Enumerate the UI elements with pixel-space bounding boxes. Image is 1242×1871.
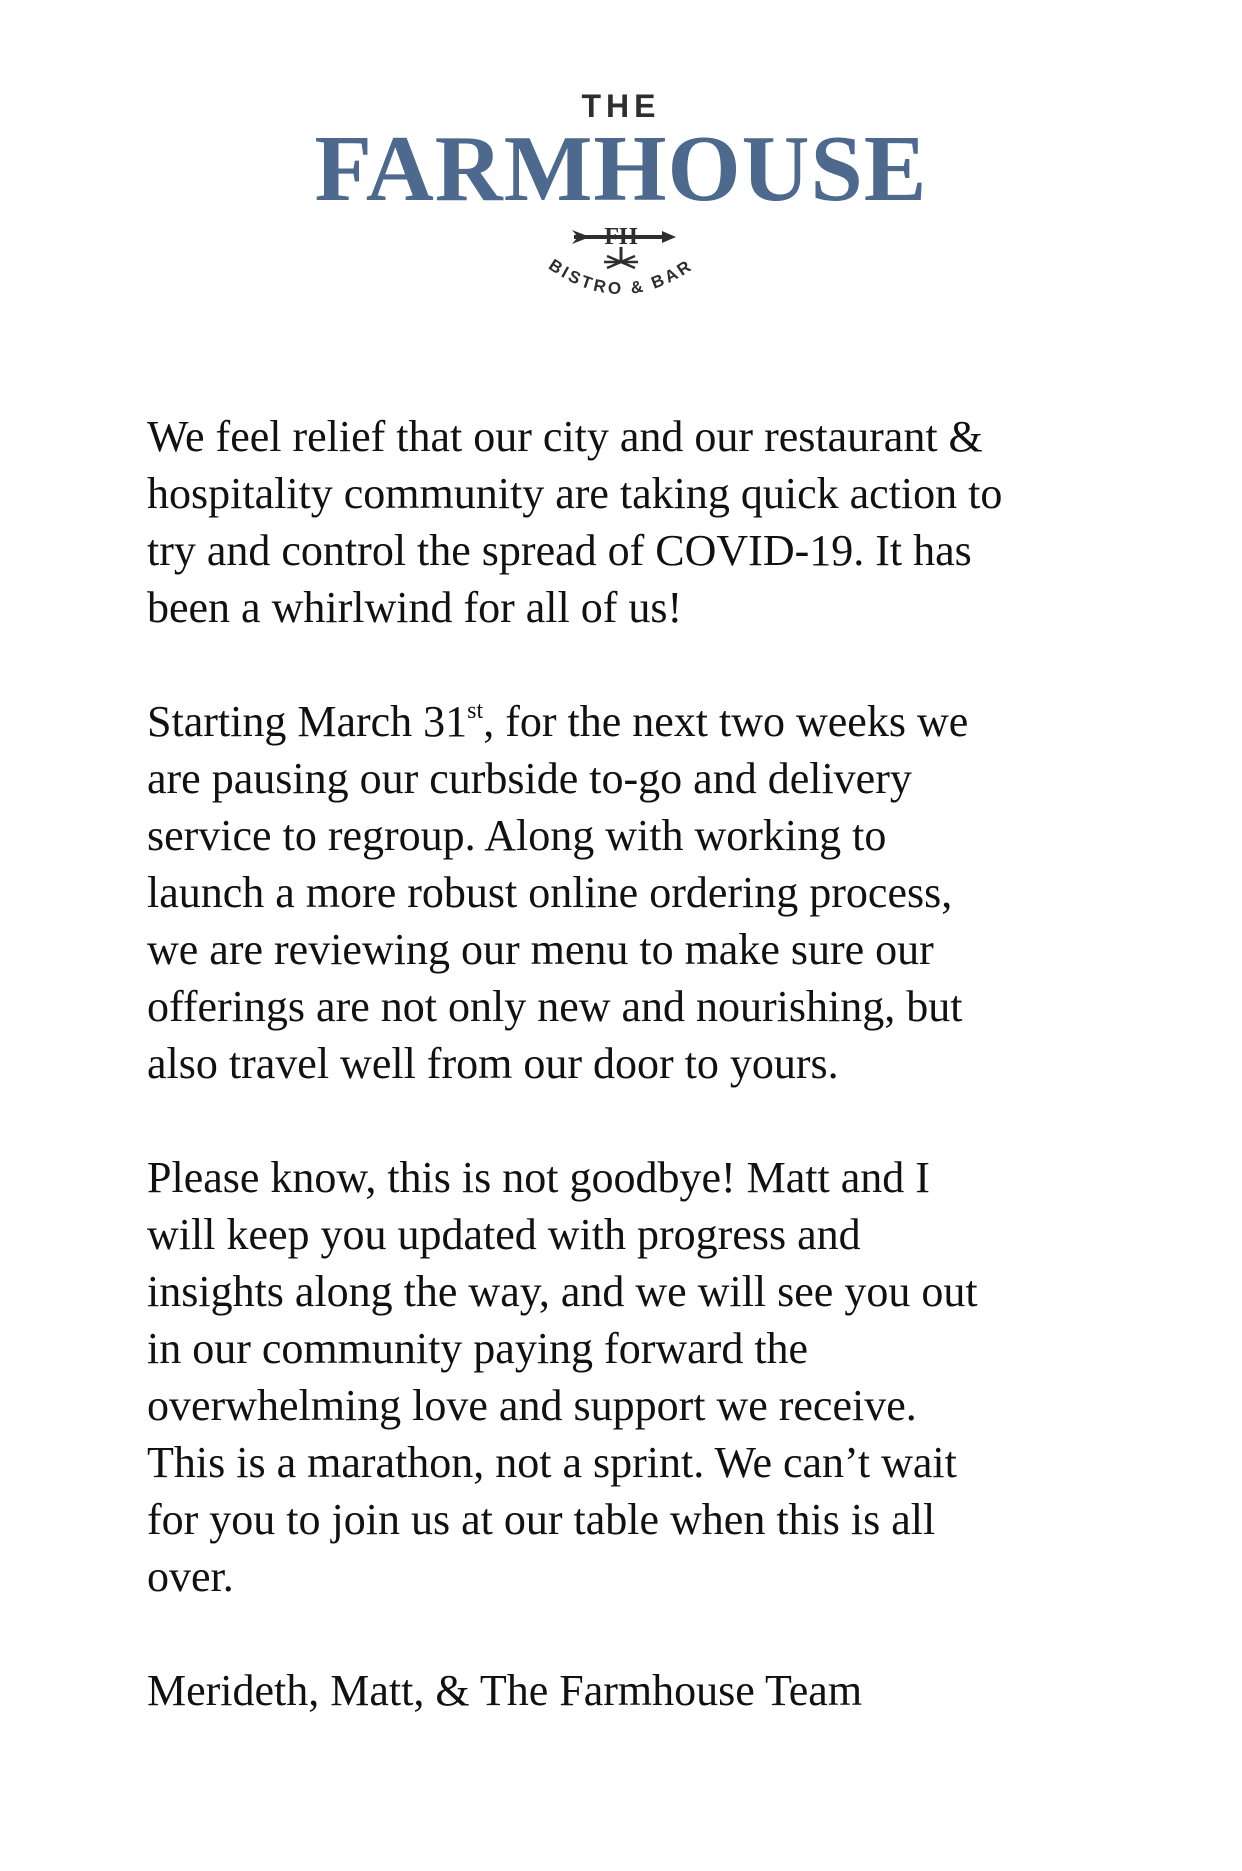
paragraph-1 <box>147 408 1127 636</box>
paragraph-line: try and control the spread of COVID-19. It has <box>147 526 972 575</box>
paragraph-line: service to regroup. Along with working to <box>147 811 887 860</box>
logo-monogram: FH <box>604 224 638 250</box>
paragraph-line: in our community paying forward the <box>147 1324 809 1373</box>
first-line-rest: , for the next two weeks we <box>483 697 969 746</box>
paragraph-line: We feel relief that our city and our restaurant & <box>147 412 983 461</box>
paragraph-line: also travel well from our door to yours. <box>147 1039 839 1088</box>
paragraph-line: This is a marathon, not a sprint. We can’t wait <box>147 1438 957 1487</box>
paragraph-line: for you to join us at our table when this is all <box>147 1495 936 1544</box>
logo-tagline: BISTRO & BAR <box>545 255 697 299</box>
logo-name: FARMHOUSE <box>314 117 928 221</box>
paragraph-line: will keep you updated with progress and <box>147 1210 861 1259</box>
paragraph-line: been a whirlwind for all of us! <box>147 583 683 632</box>
paragraph-2 <box>147 693 1127 1092</box>
paragraph-line: offerings are not only new and nourishing, but <box>147 982 963 1031</box>
date-text: Starting March 31 <box>147 697 468 746</box>
paragraph-3 <box>147 1149 1127 1605</box>
signature-line: Merideth, Matt, & The Farmhouse Team <box>147 1666 863 1715</box>
paragraph-line: launch a more robust online ordering process, <box>147 868 953 917</box>
paragraph-line: overwhelming love and support we receive. <box>147 1381 917 1430</box>
signature <box>147 1662 1127 1719</box>
paragraph-line: insights along the way, and we will see you out <box>147 1267 978 1316</box>
date-ordinal: st <box>467 698 484 724</box>
weathervane-icon <box>0 0 1242 330</box>
paragraph-first-line <box>147 693 1127 750</box>
paragraph-line: hospitality community are taking quick action to <box>147 469 1003 518</box>
paragraph-line: Please know, this is not goodbye! Matt and I <box>147 1153 930 1202</box>
farmhouse-logo <box>0 0 1242 330</box>
paragraph-line: we are reviewing our menu to make sure our <box>147 925 934 974</box>
paragraph-line: over. <box>147 1552 234 1601</box>
logo-the: THE <box>581 88 661 124</box>
paragraph-line: are pausing our curbside to-go and delivery <box>147 754 912 803</box>
letter-body <box>147 408 1127 1776</box>
